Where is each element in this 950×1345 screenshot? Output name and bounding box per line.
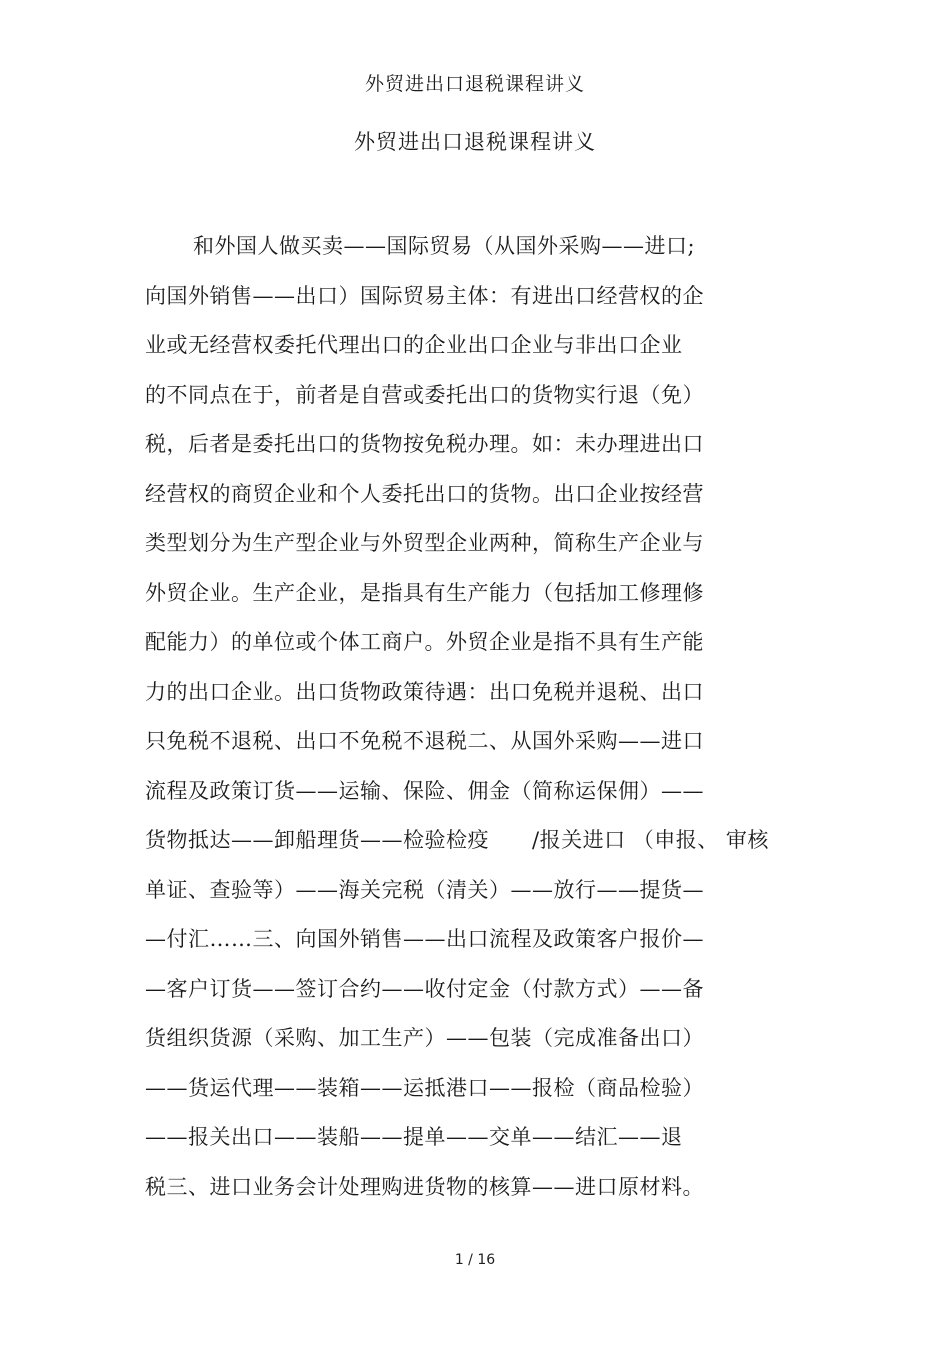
body-line: —客户订货——签订合约——收付定金（付款方式）——备 bbox=[145, 976, 704, 1001]
document-body bbox=[145, 222, 805, 1212]
body-line: ——报关出口——装船——提单——交单——结汇——退 bbox=[145, 1125, 683, 1149]
body-line: 流程及政策订货——运输、保险、佣金（简称运保佣）—— bbox=[145, 778, 704, 803]
body-line: 类型划分为生产型企业与外贸型企业两种，简称生产企业与 bbox=[145, 531, 704, 555]
body-line: 只免税不退税、出口不免税不退税二、从国外采购——进口 bbox=[145, 729, 704, 753]
body-line: 业或无经营权委托代理出口的企业出口企业与非出口企业 bbox=[145, 333, 683, 357]
running-header: 外贸进出口退税课程讲义 bbox=[364, 73, 585, 95]
body-line: 税，后者是委托出口的货物按免税办理。如：未办理进出口 bbox=[145, 432, 704, 456]
body-line: 和外国人做买卖——国际贸易（从国外采购——进口; bbox=[193, 234, 696, 258]
body-line: 货组织货源（采购、加工生产）——包装（完成准备出口） bbox=[145, 1026, 704, 1050]
body-line: 的不同点在于，前者是自营或委托出口的货物实行退（免） bbox=[145, 382, 704, 407]
body-line: —付汇……三、向国外销售——出口流程及政策客户报价— bbox=[145, 927, 704, 951]
document-title: 外贸进出口退税课程讲义 bbox=[354, 130, 596, 154]
body-line: 单证、查验等）——海关完税（清关）——放行——提货— bbox=[145, 877, 704, 902]
page-number: 1 / 16 bbox=[454, 1252, 496, 1268]
body-line: 税三、进口业务会计处理购进货物的核算——进口原材料。 bbox=[145, 1174, 704, 1199]
body-line: 力的出口企业。出口货物政策待遇：出口免税并退税、出口 bbox=[145, 679, 704, 704]
body-line: 货物抵达——卸船理货——检验检疫 /报关进口 （申报、 审核 bbox=[145, 828, 769, 852]
body-line: 经营权的商贸企业和个人委托出口的货物。出口企业按经营 bbox=[145, 481, 704, 506]
body-line: 外贸企业。生产企业，是指具有生产能力（包括加工修理修 bbox=[145, 580, 704, 605]
body-line: 向国外销售——出口）国际贸易主体：有进出口经营权的企 bbox=[145, 283, 704, 308]
body-line: 配能力）的单位或个体工商户。外贸企业是指不具有生产能 bbox=[145, 630, 704, 654]
body-line: ——货运代理——装箱——运抵港口——报检（商品检验） bbox=[145, 1075, 704, 1100]
